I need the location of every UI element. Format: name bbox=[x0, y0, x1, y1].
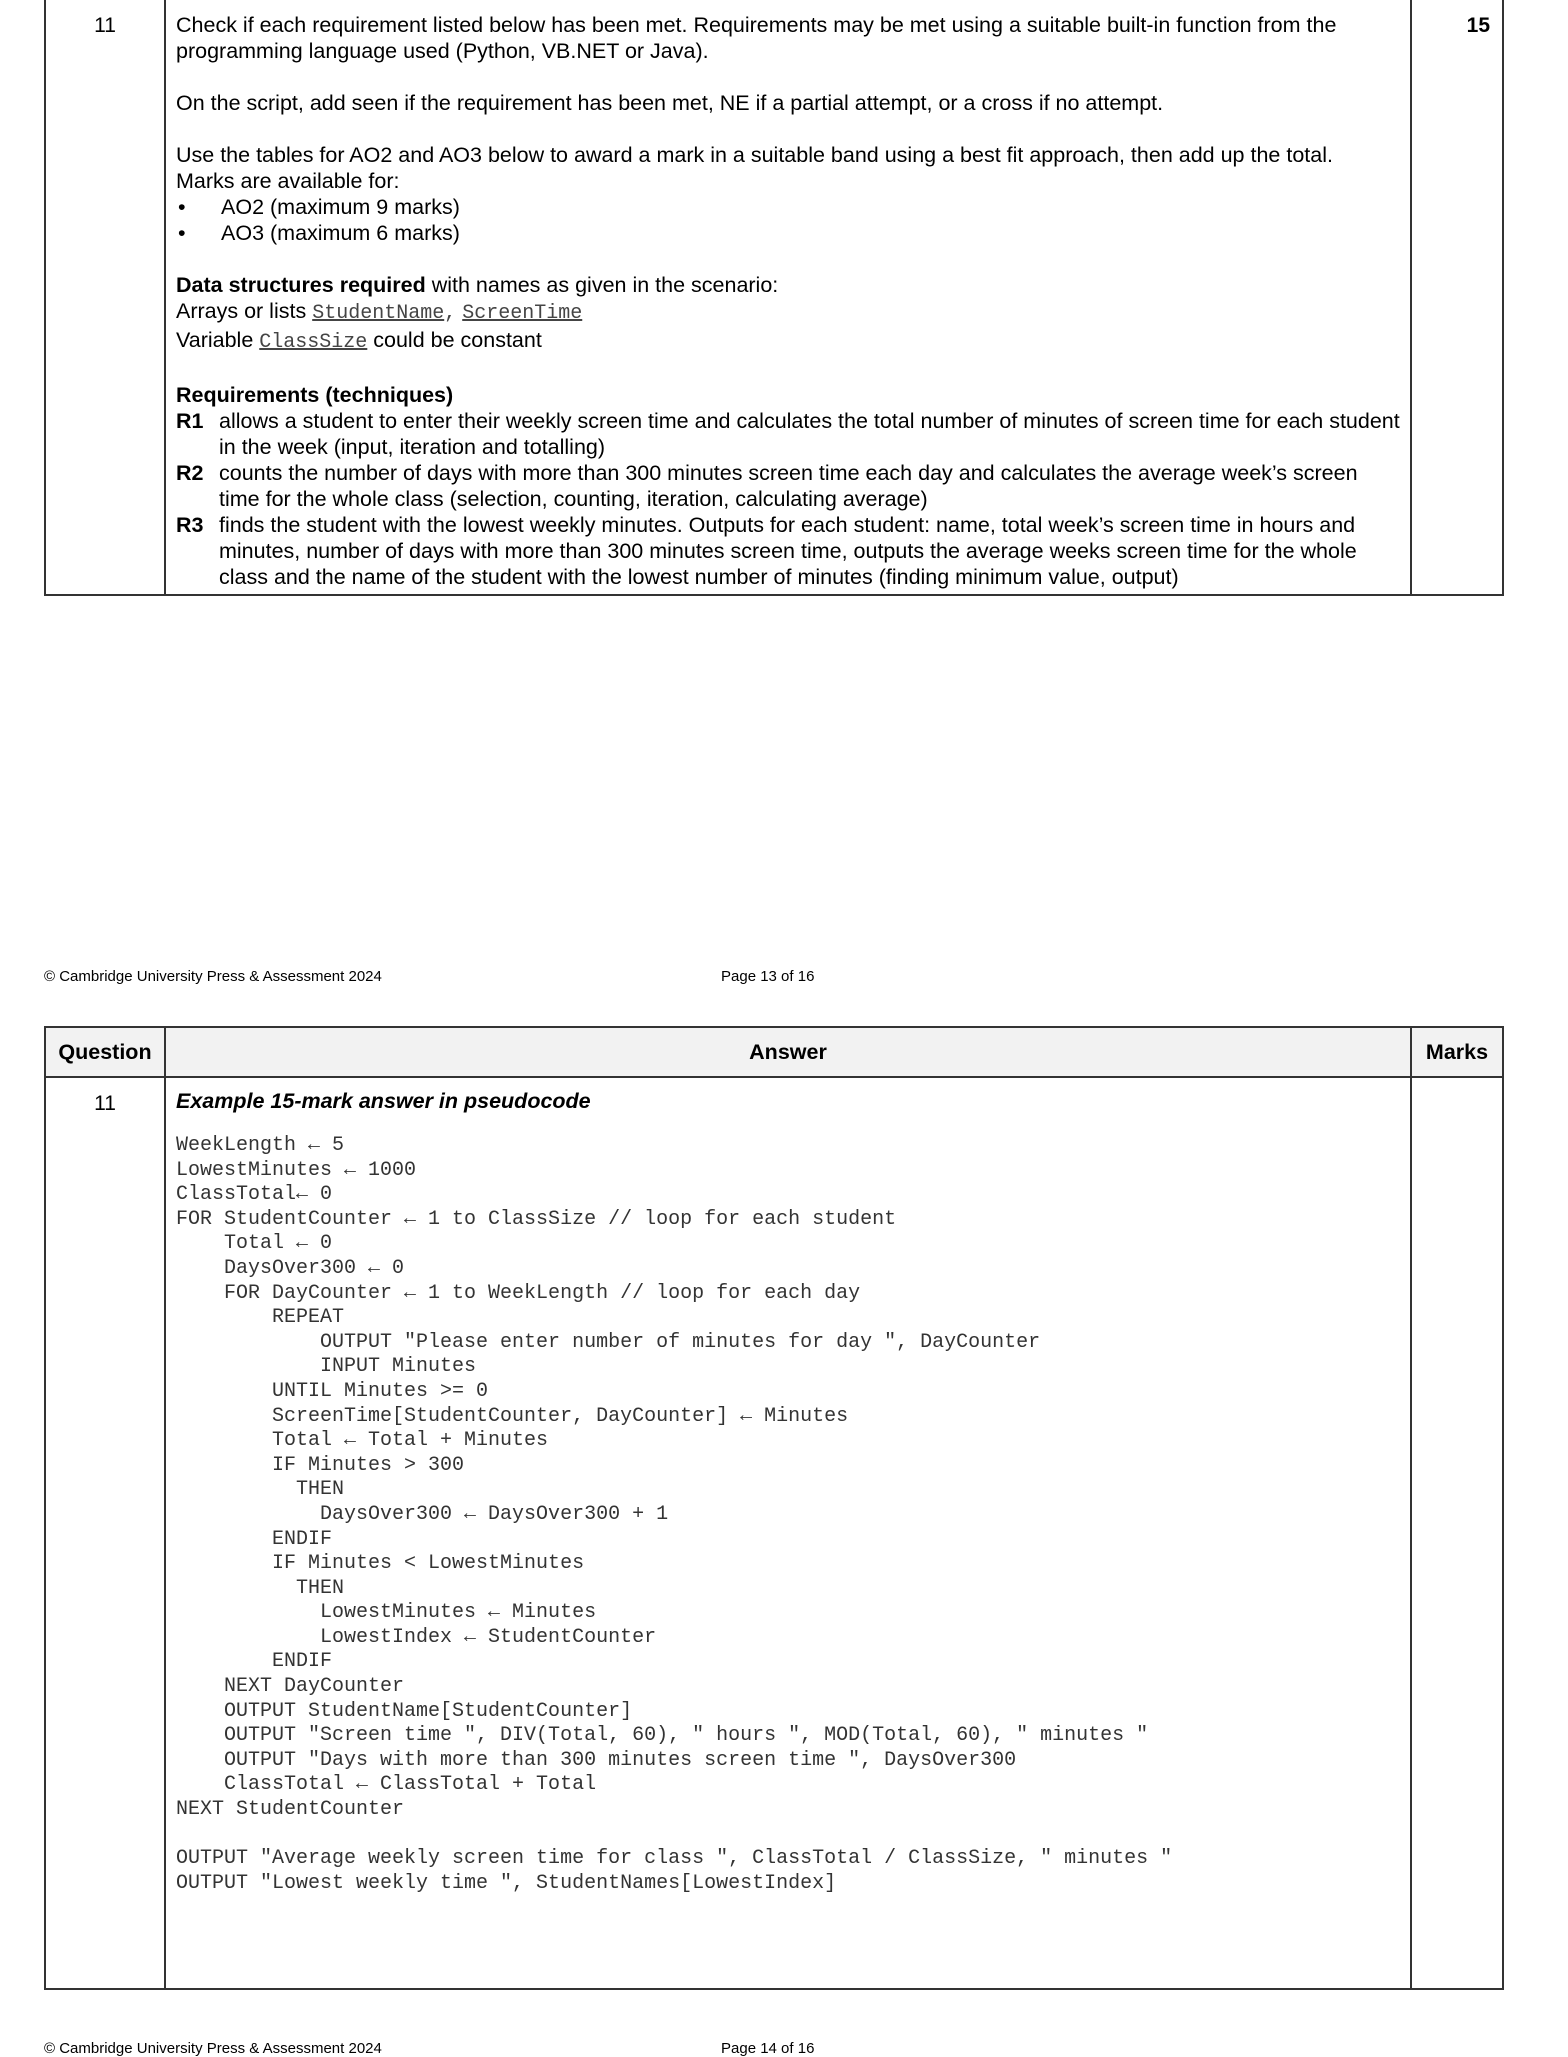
variable-class-size: ClassSize bbox=[259, 331, 368, 354]
answer-cell bbox=[166, 0, 1412, 594]
code-line: IF Minutes < LowestMinutes bbox=[176, 1552, 585, 1576]
array-screen-time: ScreenTime bbox=[462, 302, 583, 325]
arrays-line bbox=[176, 298, 1400, 327]
question-number: 11 bbox=[94, 1092, 116, 1115]
code-line: ClassTotal ← ClassTotal + Total bbox=[176, 1773, 597, 1797]
example-title: Example 15-mark answer in pseudocode bbox=[176, 1089, 591, 1113]
intro-text: Check if each requirement listed below has been met. Requirements may be met using a suitable built-in function from the programming language used (Python, VB.NET or Java). bbox=[176, 13, 1337, 63]
code-line: INPUT Minutes bbox=[176, 1355, 477, 1379]
code-line: LowestMinutes ← 1000 bbox=[176, 1158, 417, 1182]
question-cell bbox=[46, 0, 166, 594]
code-line: LowestMinutes ← Minutes bbox=[176, 1601, 597, 1625]
code-line: DaysOver300 ← 0 bbox=[176, 1256, 405, 1280]
header-answer: Answer bbox=[166, 1028, 1412, 1076]
requirement-r1 bbox=[176, 408, 1400, 460]
marks-cell bbox=[1412, 0, 1502, 594]
variable-line bbox=[176, 327, 1400, 356]
marks-available-label: Marks are available for: bbox=[176, 169, 400, 193]
code-line: NEXT StudentCounter bbox=[176, 1798, 405, 1822]
requirement-text: finds the student with the lowest weekly minutes. Outputs for each student: name, total week’s screen time in hours and minutes, number of days with more than 300 minutes screen time, outputs the average weeks screen time for the whole class and the name of the student with the lowest number of minutes (finding minimum value, output) bbox=[219, 513, 1357, 589]
code-line: ENDIF bbox=[176, 1650, 333, 1674]
bullet-item bbox=[176, 194, 1400, 220]
requirements-heading: Requirements (techniques) bbox=[176, 383, 454, 407]
page-number: Page 13 of 16 bbox=[721, 968, 815, 985]
bullet-item bbox=[176, 220, 1400, 246]
requirement-r3 bbox=[176, 512, 1400, 590]
code-line: NEXT DayCounter bbox=[176, 1675, 405, 1699]
code-line: OUTPUT "Lowest weekly time ", StudentNames[LowestIndex] bbox=[176, 1871, 837, 1895]
code-line: ScreenTime[StudentCounter, DayCounter] ← Minutes bbox=[176, 1404, 849, 1428]
requirement-text: counts the number of days with more than 300 minutes screen time each day and calculates the average week’s screen time for the whole class (selection, counting, iteration, calculating average) bbox=[219, 461, 1358, 511]
code-line: LowestIndex ← StudentCounter bbox=[176, 1625, 657, 1649]
code-line: THEN bbox=[176, 1576, 345, 1600]
page-number: Page 14 of 16 bbox=[721, 2040, 815, 2057]
code-line: ClassTotal← 0 bbox=[176, 1183, 333, 1207]
code-line: REPEAT bbox=[176, 1306, 345, 1330]
question-cell bbox=[46, 1078, 166, 1988]
requirement-key: R1 bbox=[176, 409, 204, 433]
array-separator: , bbox=[444, 302, 457, 325]
script-instruction: On the script, add seen if the requirement has been met, NE if a partial attempt, or a cross if no attempt. bbox=[176, 91, 1164, 115]
mark-scheme-table-page13 bbox=[44, 0, 1504, 596]
array-student-name: StudentName bbox=[312, 302, 445, 325]
code-line: THEN bbox=[176, 1478, 345, 1502]
bullet-icon: • bbox=[178, 221, 186, 245]
pseudocode-block bbox=[176, 1134, 1400, 1896]
data-structures-rest: with names as given in the scenario: bbox=[425, 273, 779, 297]
code-line: OUTPUT "Average weekly screen time for class ", ClassTotal / ClassSize, " minutes " bbox=[176, 1847, 1173, 1871]
bullet-text: AO2 (maximum 9 marks) bbox=[221, 195, 460, 219]
code-line: WeekLength ← 5 bbox=[176, 1134, 345, 1157]
mark-scheme-table-page14 bbox=[44, 1026, 1504, 1990]
copyright-footer: © Cambridge University Press & Assessment 2024 bbox=[44, 968, 382, 985]
code-line: OUTPUT "Days with more than 300 minutes screen time ", DaysOver300 bbox=[176, 1748, 1017, 1772]
code-line: FOR DayCounter ← 1 to WeekLength // loop for each day bbox=[176, 1281, 861, 1305]
data-structures-heading: Data structures required bbox=[176, 273, 426, 297]
tables-instruction: Use the tables for AO2 and AO3 below to award a mark in a suitable band using a best fit approach, then add up the total. bbox=[176, 143, 1333, 167]
table-row bbox=[46, 1078, 1502, 1988]
code-line: UNTIL Minutes >= 0 bbox=[176, 1379, 489, 1403]
marks-cell bbox=[1412, 1078, 1502, 1988]
code-line: OUTPUT "Please enter number of minutes for day ", DayCounter bbox=[176, 1330, 1041, 1354]
header-marks: Marks bbox=[1425, 1039, 1489, 1064]
marks-value: 15 bbox=[1466, 14, 1490, 37]
requirement-r2 bbox=[176, 460, 1400, 512]
code-line: Total ← 0 bbox=[176, 1232, 333, 1256]
code-line: DaysOver300 ← DaysOver300 + 1 bbox=[176, 1502, 669, 1526]
variable-prefix: Variable bbox=[176, 328, 260, 352]
data-structures-line bbox=[176, 272, 1400, 298]
table-header-row bbox=[46, 1028, 1502, 1078]
copyright-footer: © Cambridge University Press & Assessment 2024 bbox=[44, 2040, 382, 2057]
requirement-key: R2 bbox=[176, 461, 204, 485]
requirement-key: R3 bbox=[176, 513, 204, 537]
code-line: IF Minutes > 300 bbox=[176, 1453, 465, 1477]
code-line: FOR StudentCounter ← 1 to ClassSize // loop for each student bbox=[176, 1207, 897, 1231]
header-question: Question bbox=[46, 1028, 166, 1076]
requirement-text: allows a student to enter their weekly screen time and calculates the total number of minutes of screen time for each student in the week (input, iteration and totalling) bbox=[219, 409, 1400, 459]
answer-cell bbox=[166, 1078, 1412, 1988]
variable-suffix: could be constant bbox=[367, 328, 542, 352]
code-line: OUTPUT StudentName[StudentCounter] bbox=[176, 1699, 633, 1723]
arrays-prefix: Arrays or lists bbox=[176, 299, 313, 323]
code-line: Total ← Total + Minutes bbox=[176, 1429, 549, 1453]
code-line: OUTPUT "Screen time ", DIV(Total, 60), " hours ", MOD(Total, 60), " minutes " bbox=[176, 1724, 1149, 1748]
bullet-icon: • bbox=[178, 195, 186, 219]
code-line bbox=[176, 1823, 1400, 1848]
bullet-text: AO3 (maximum 6 marks) bbox=[221, 221, 460, 245]
question-number: 11 bbox=[94, 14, 116, 37]
code-line: ENDIF bbox=[176, 1527, 333, 1551]
